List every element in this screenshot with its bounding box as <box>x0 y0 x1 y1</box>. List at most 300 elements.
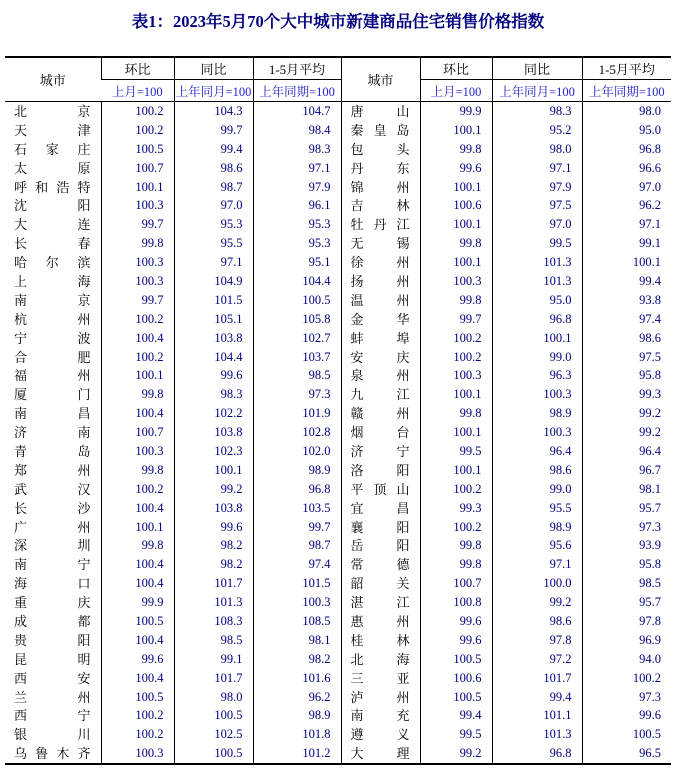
index-value-cell: 100.7 <box>101 423 174 442</box>
header-yoy-base-left: 上年同月=100 <box>174 80 253 102</box>
index-value-cell: 98.0 <box>492 140 582 159</box>
city-name: 遵 义 <box>350 727 410 743</box>
index-value-cell: 100.7 <box>420 574 492 593</box>
index-value-cell: 100.1 <box>101 178 174 197</box>
index-value-cell: 101.6 <box>253 669 341 688</box>
index-value-cell: 99.4 <box>492 688 582 707</box>
index-value-cell: 99.1 <box>582 234 671 253</box>
city-name-cell <box>5 442 101 461</box>
city-name: 广 州 <box>14 519 91 535</box>
city-name: 温 州 <box>350 292 410 308</box>
index-value-cell: 98.3 <box>492 102 582 121</box>
index-value-cell: 95.0 <box>492 291 582 310</box>
city-name-cell <box>341 140 420 159</box>
city-name: 上 海 <box>14 273 91 289</box>
index-value-cell: 99.8 <box>420 404 492 423</box>
index-value-cell: 100.3 <box>253 593 341 612</box>
city-name-cell <box>341 291 420 310</box>
index-value-cell: 96.8 <box>253 480 341 499</box>
index-value-cell: 98.6 <box>492 612 582 631</box>
index-value-cell: 96.5 <box>582 744 671 764</box>
city-name: 天 津 <box>14 122 91 138</box>
index-value-cell: 101.7 <box>492 669 582 688</box>
index-value-cell: 100.4 <box>101 555 174 574</box>
city-name-cell <box>5 178 101 197</box>
header-mom-base-right: 上月=100 <box>420 80 492 102</box>
index-value-cell: 100.4 <box>101 404 174 423</box>
table-row <box>5 744 671 764</box>
index-value-cell: 97.5 <box>492 196 582 215</box>
city-name-cell <box>341 669 420 688</box>
index-value-cell: 99.6 <box>174 366 253 385</box>
index-value-cell: 99.2 <box>492 593 582 612</box>
index-value-cell: 100.6 <box>420 669 492 688</box>
table-row <box>5 555 671 574</box>
header-city-right: 城市 <box>341 57 420 102</box>
index-value-cell: 100.2 <box>101 480 174 499</box>
city-name: 乌 鲁 木 齐 <box>14 746 91 762</box>
index-value-cell: 100.3 <box>420 272 492 291</box>
index-value-cell: 100.2 <box>420 348 492 367</box>
city-name-cell <box>5 234 101 253</box>
index-value-cell: 98.9 <box>253 461 341 480</box>
index-value-cell: 95.3 <box>253 215 341 234</box>
index-value-cell: 97.4 <box>253 555 341 574</box>
header-mom-right: 环比 <box>420 57 492 80</box>
index-value-cell: 100.4 <box>101 631 174 650</box>
index-value-cell: 97.1 <box>174 253 253 272</box>
city-name: 丹 东 <box>350 160 410 176</box>
index-value-cell: 97.0 <box>582 178 671 197</box>
index-value-cell: 99.5 <box>420 442 492 461</box>
page-title: 表1：2023年5月70个大中城市新建商品住宅销售价格指数 <box>131 12 545 31</box>
index-value-cell: 101.5 <box>253 574 341 593</box>
index-value-cell: 96.8 <box>582 140 671 159</box>
city-name-cell <box>5 536 101 555</box>
index-value-cell: 100.2 <box>420 480 492 499</box>
table-row <box>5 612 671 631</box>
index-value-cell: 100.3 <box>101 196 174 215</box>
city-name-cell <box>341 215 420 234</box>
index-value-cell: 101.9 <box>253 404 341 423</box>
table-row <box>5 404 671 423</box>
table-row <box>5 140 671 159</box>
index-value-cell: 100.2 <box>420 518 492 537</box>
city-name: 北 京 <box>14 103 91 119</box>
city-name: 金 华 <box>350 311 410 327</box>
city-name-cell <box>5 329 101 348</box>
city-name-cell <box>341 272 420 291</box>
index-value-cell: 99.8 <box>101 234 174 253</box>
index-value-cell: 98.9 <box>492 404 582 423</box>
table-row <box>5 366 671 385</box>
city-name: 沈 阳 <box>14 198 91 214</box>
index-value-cell: 102.3 <box>174 442 253 461</box>
header-group-row <box>5 57 671 80</box>
index-value-cell: 105.8 <box>253 310 341 329</box>
index-value-cell: 100.2 <box>101 102 174 121</box>
header-avg-right: 1-5月平均 <box>582 57 671 80</box>
index-value-cell: 99.7 <box>174 121 253 140</box>
index-value-cell: 100.1 <box>101 518 174 537</box>
table-row <box>5 725 671 744</box>
city-name: 桂 林 <box>350 632 410 648</box>
index-value-cell: 103.7 <box>253 348 341 367</box>
city-name-cell <box>5 725 101 744</box>
header-mom-base-left: 上月=100 <box>101 80 174 102</box>
city-name-cell <box>5 348 101 367</box>
index-value-cell: 96.3 <box>492 366 582 385</box>
city-name: 长 沙 <box>14 500 91 516</box>
city-name: 郑 州 <box>14 462 91 478</box>
city-name-cell <box>341 121 420 140</box>
index-value-cell: 99.7 <box>253 518 341 537</box>
table-row <box>5 348 671 367</box>
index-value-cell: 99.8 <box>420 234 492 253</box>
city-name-cell <box>5 574 101 593</box>
index-value-cell: 100.5 <box>101 688 174 707</box>
city-name-cell <box>5 366 101 385</box>
city-name: 济 宁 <box>350 443 410 459</box>
table-row <box>5 442 671 461</box>
index-value-cell: 98.2 <box>174 536 253 555</box>
index-value-cell: 100.2 <box>101 707 174 726</box>
index-value-cell: 101.5 <box>174 291 253 310</box>
city-name-cell <box>5 650 101 669</box>
index-value-cell: 96.2 <box>582 196 671 215</box>
index-value-cell: 96.6 <box>582 159 671 178</box>
city-name: 唐 山 <box>350 103 410 119</box>
index-value-cell: 99.0 <box>492 348 582 367</box>
index-value-cell: 100.1 <box>492 329 582 348</box>
table-body <box>5 102 671 765</box>
index-value-cell: 103.8 <box>174 499 253 518</box>
table-row <box>5 385 671 404</box>
index-value-cell: 100.4 <box>101 669 174 688</box>
index-value-cell: 98.7 <box>253 536 341 555</box>
table-row <box>5 499 671 518</box>
city-name-cell <box>341 574 420 593</box>
city-name: 昆 明 <box>14 651 91 667</box>
city-name: 岳 阳 <box>350 538 410 554</box>
index-value-cell: 100.1 <box>420 423 492 442</box>
index-value-cell: 96.8 <box>492 744 582 764</box>
city-name-cell <box>341 442 420 461</box>
city-name: 泸 州 <box>350 689 410 705</box>
index-value-cell: 100.3 <box>420 366 492 385</box>
city-name-cell <box>341 253 420 272</box>
header-avg-base-left: 上年同期=100 <box>253 80 341 102</box>
index-value-cell: 99.6 <box>420 612 492 631</box>
index-value-cell: 100.1 <box>420 461 492 480</box>
index-value-cell: 99.0 <box>492 480 582 499</box>
index-value-cell: 98.1 <box>253 631 341 650</box>
index-value-cell: 100.2 <box>420 329 492 348</box>
city-name-cell <box>5 159 101 178</box>
city-name-cell <box>341 480 420 499</box>
table-row <box>5 423 671 442</box>
index-value-cell: 102.8 <box>253 423 341 442</box>
index-value-cell: 96.4 <box>582 442 671 461</box>
index-value-cell: 96.4 <box>492 442 582 461</box>
city-name: 呼 和 浩 特 <box>14 179 91 195</box>
city-name-cell <box>341 102 420 121</box>
index-value-cell: 100.2 <box>101 348 174 367</box>
index-value-cell: 99.8 <box>101 536 174 555</box>
index-value-cell: 97.8 <box>582 612 671 631</box>
city-name-cell <box>5 480 101 499</box>
index-value-cell: 100.2 <box>101 121 174 140</box>
price-index-table <box>5 56 671 765</box>
index-value-cell: 100.4 <box>101 329 174 348</box>
index-value-cell: 100.3 <box>492 423 582 442</box>
city-name: 秦 皇 岛 <box>350 122 410 138</box>
index-value-cell: 100.1 <box>174 461 253 480</box>
city-name: 银 川 <box>14 727 91 743</box>
header-base-row <box>5 80 671 102</box>
index-value-cell: 102.5 <box>174 725 253 744</box>
city-name: 九 江 <box>350 387 410 403</box>
index-value-cell: 98.9 <box>492 518 582 537</box>
index-value-cell: 100.5 <box>174 707 253 726</box>
index-value-cell: 96.1 <box>253 196 341 215</box>
index-value-cell: 103.8 <box>174 329 253 348</box>
index-value-cell: 108.3 <box>174 612 253 631</box>
city-name-cell <box>341 725 420 744</box>
index-value-cell: 97.1 <box>582 215 671 234</box>
index-value-cell: 100.3 <box>492 385 582 404</box>
index-value-cell: 102.2 <box>174 404 253 423</box>
index-value-cell: 100.7 <box>101 159 174 178</box>
city-name: 宜 昌 <box>350 500 410 516</box>
table-row <box>5 480 671 499</box>
city-name: 南 昌 <box>14 406 91 422</box>
index-value-cell: 97.9 <box>492 178 582 197</box>
index-value-cell: 99.2 <box>582 404 671 423</box>
city-name-cell <box>341 631 420 650</box>
city-name-cell <box>5 688 101 707</box>
city-name-cell <box>341 555 420 574</box>
table-row <box>5 461 671 480</box>
header-avg-base-right: 上年同期=100 <box>582 80 671 102</box>
index-value-cell: 96.7 <box>582 461 671 480</box>
index-value-cell: 97.0 <box>492 215 582 234</box>
table-row <box>5 102 671 121</box>
city-name: 南 充 <box>350 708 410 724</box>
city-name-cell <box>341 536 420 555</box>
city-name: 武 汉 <box>14 481 91 497</box>
index-value-cell: 99.8 <box>420 555 492 574</box>
city-name-cell <box>5 669 101 688</box>
index-value-cell: 95.6 <box>492 536 582 555</box>
index-value-cell: 95.3 <box>253 234 341 253</box>
index-value-cell: 100.8 <box>420 593 492 612</box>
index-value-cell: 104.7 <box>253 102 341 121</box>
header-city-left: 城市 <box>5 57 101 102</box>
index-value-cell: 104.3 <box>174 102 253 121</box>
city-name-cell <box>5 310 101 329</box>
index-value-cell: 99.9 <box>420 102 492 121</box>
header-yoy-base-right: 上年同月=100 <box>492 80 582 102</box>
index-value-cell: 98.6 <box>492 461 582 480</box>
index-value-cell: 99.6 <box>420 159 492 178</box>
index-value-cell: 98.4 <box>253 121 341 140</box>
index-value-cell: 97.8 <box>492 631 582 650</box>
city-name-cell <box>341 423 420 442</box>
index-value-cell: 99.4 <box>582 272 671 291</box>
table-row <box>5 650 671 669</box>
index-value-cell: 101.3 <box>492 272 582 291</box>
index-value-cell: 100.6 <box>420 196 492 215</box>
index-value-cell: 100.5 <box>420 688 492 707</box>
index-value-cell: 100.1 <box>582 253 671 272</box>
index-value-cell: 100.5 <box>101 612 174 631</box>
table-row <box>5 215 671 234</box>
city-name-cell <box>5 499 101 518</box>
city-name: 洛 阳 <box>350 462 410 478</box>
index-value-cell: 98.3 <box>253 140 341 159</box>
index-value-cell: 104.4 <box>253 272 341 291</box>
city-name: 深 圳 <box>14 538 91 554</box>
index-value-cell: 98.5 <box>582 574 671 593</box>
city-name-cell <box>5 121 101 140</box>
city-name: 太 原 <box>14 160 91 176</box>
city-name-cell <box>341 650 420 669</box>
table-row <box>5 253 671 272</box>
index-value-cell: 99.8 <box>101 461 174 480</box>
index-value-cell: 99.3 <box>582 385 671 404</box>
index-value-cell: 95.8 <box>582 366 671 385</box>
index-value-cell: 98.0 <box>174 688 253 707</box>
table-row <box>5 329 671 348</box>
city-name-cell <box>5 593 101 612</box>
table-row <box>5 631 671 650</box>
index-value-cell: 104.9 <box>174 272 253 291</box>
city-name-cell <box>341 688 420 707</box>
index-value-cell: 97.1 <box>492 555 582 574</box>
index-value-cell: 99.8 <box>420 291 492 310</box>
city-name: 扬 州 <box>350 273 410 289</box>
index-value-cell: 101.8 <box>253 725 341 744</box>
index-value-cell: 100.1 <box>101 366 174 385</box>
city-name: 烟 台 <box>350 425 410 441</box>
index-value-cell: 100.4 <box>101 574 174 593</box>
index-value-cell: 105.1 <box>174 310 253 329</box>
index-value-cell: 100.5 <box>420 650 492 669</box>
index-value-cell: 101.3 <box>492 725 582 744</box>
index-value-cell: 99.2 <box>420 744 492 764</box>
index-value-cell: 101.3 <box>174 593 253 612</box>
city-name-cell <box>341 196 420 215</box>
index-value-cell: 103.8 <box>174 423 253 442</box>
index-value-cell: 100.1 <box>420 121 492 140</box>
index-value-cell: 98.2 <box>253 650 341 669</box>
index-value-cell: 99.2 <box>582 423 671 442</box>
table-row <box>5 707 671 726</box>
index-value-cell: 102.7 <box>253 329 341 348</box>
table-row <box>5 121 671 140</box>
index-value-cell: 94.0 <box>582 650 671 669</box>
table-row <box>5 593 671 612</box>
city-name: 南 京 <box>14 292 91 308</box>
city-name-cell <box>5 707 101 726</box>
city-name: 兰 州 <box>14 689 91 705</box>
index-value-cell: 100.3 <box>101 272 174 291</box>
city-name-cell <box>341 385 420 404</box>
index-value-cell: 99.6 <box>101 650 174 669</box>
table-row <box>5 272 671 291</box>
index-value-cell: 99.7 <box>101 215 174 234</box>
city-name-cell <box>5 291 101 310</box>
index-value-cell: 97.2 <box>492 650 582 669</box>
city-name-cell <box>341 461 420 480</box>
city-name-cell <box>5 272 101 291</box>
index-value-cell: 99.9 <box>101 593 174 612</box>
table-row <box>5 159 671 178</box>
city-name: 三 亚 <box>350 670 410 686</box>
city-name: 徐 州 <box>350 255 410 271</box>
table-row <box>5 196 671 215</box>
index-value-cell: 99.1 <box>174 650 253 669</box>
index-value-cell: 93.9 <box>582 536 671 555</box>
index-value-cell: 98.9 <box>253 707 341 726</box>
city-name-cell <box>341 593 420 612</box>
city-name: 西 安 <box>14 670 91 686</box>
index-value-cell: 96.8 <box>492 310 582 329</box>
index-value-cell: 95.8 <box>582 555 671 574</box>
index-value-cell: 99.8 <box>420 140 492 159</box>
index-value-cell: 95.7 <box>582 499 671 518</box>
city-name: 西 宁 <box>14 708 91 724</box>
city-name: 石 家 庄 <box>14 141 91 157</box>
header-yoy-left: 同比 <box>174 57 253 80</box>
city-name: 合 肥 <box>14 349 91 365</box>
city-name-cell <box>341 518 420 537</box>
index-value-cell: 95.7 <box>582 593 671 612</box>
city-name: 长 春 <box>14 236 91 252</box>
city-name-cell <box>341 744 420 764</box>
city-name-cell <box>341 178 420 197</box>
index-value-cell: 97.3 <box>582 518 671 537</box>
index-value-cell: 97.1 <box>492 159 582 178</box>
index-value-cell: 99.7 <box>420 310 492 329</box>
city-name-cell <box>5 631 101 650</box>
index-value-cell: 99.5 <box>420 725 492 744</box>
city-name-cell <box>5 423 101 442</box>
index-value-cell: 97.3 <box>253 385 341 404</box>
city-name-cell <box>5 215 101 234</box>
index-value-cell: 101.7 <box>174 669 253 688</box>
index-value-cell: 95.2 <box>492 121 582 140</box>
city-name: 重 庆 <box>14 595 91 611</box>
city-name: 蚌 埠 <box>350 330 410 346</box>
index-value-cell: 100.2 <box>101 310 174 329</box>
city-name: 青 岛 <box>14 443 91 459</box>
city-name: 吉 林 <box>350 198 410 214</box>
city-name-cell <box>5 461 101 480</box>
index-value-cell: 99.6 <box>420 631 492 650</box>
index-value-cell: 100.1 <box>420 178 492 197</box>
index-value-cell: 99.4 <box>174 140 253 159</box>
city-name-cell <box>5 140 101 159</box>
city-name: 宁 波 <box>14 330 91 346</box>
index-value-cell: 100.2 <box>101 725 174 744</box>
index-value-cell: 100.5 <box>101 140 174 159</box>
index-value-cell: 100.0 <box>492 574 582 593</box>
city-name: 哈 尔 滨 <box>14 255 91 271</box>
index-value-cell: 98.5 <box>174 631 253 650</box>
index-value-cell: 99.7 <box>101 291 174 310</box>
